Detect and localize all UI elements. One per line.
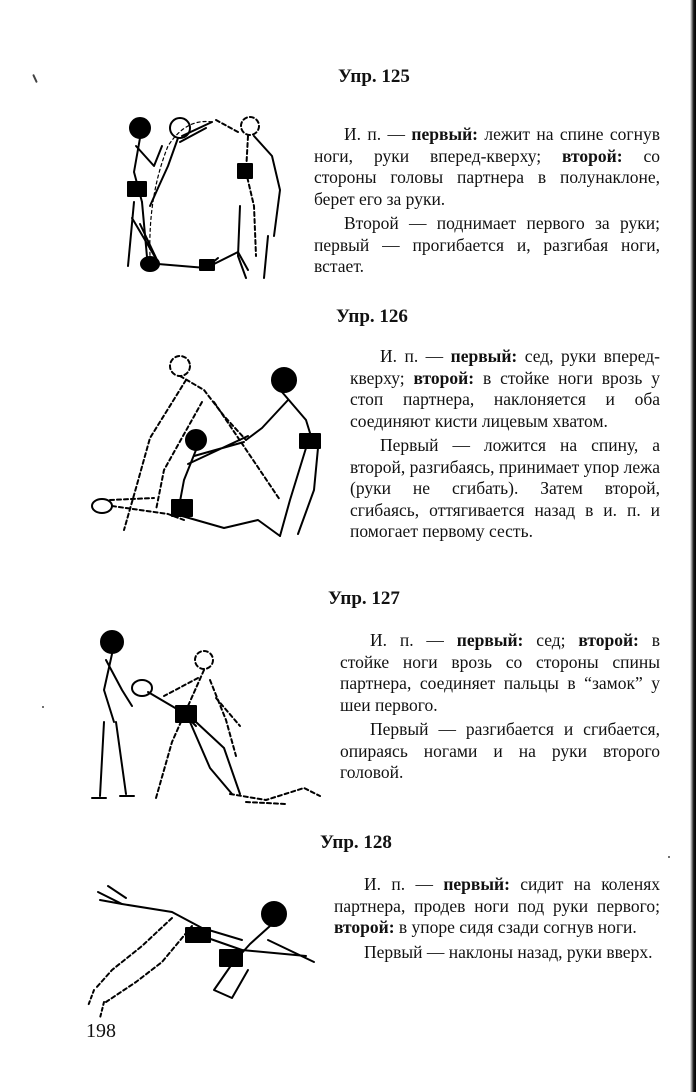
text-run: И. п. — [380,346,451,366]
role-label: первый: [450,346,518,366]
exercise-description [314,124,660,278]
role-label: второй: [413,367,475,388]
exercise-title: Упр. 125 [338,66,410,87]
exercise-description [340,630,660,784]
text-run: в стойке ноги врозь со стороны спины партнера, соединяет пальцы в “замок” у шеи первого. [340,630,660,715]
partner-seated-pull-illustration [84,350,340,550]
exercise-title: Упр. 128 [320,832,392,853]
text-run: со стороны головы партнера в полунаклоне, берет его за руки. [314,145,660,209]
text-run: Первый — ложится на спину, а второй, разгибаясь, принимает упор лежа (руки не сгибать). Затем второй, сгибаясь, оттягивается назад в и. п. и помогает первому сесть. [350,435,660,541]
role-label: второй: [562,145,623,166]
partner-lift-to-stand-illustration [88,106,298,286]
scan-speck [42,706,44,708]
text-run: И. п. — [344,124,412,144]
paragraph [314,213,660,278]
text-run: Первый — наклоны назад, руки вверх. [364,941,653,962]
page-number: 198 [86,1020,116,1042]
text-run: сидит на коленях партнера, продев ноги под руки первого; [334,874,660,916]
paragraph [340,719,660,784]
role-label: первый: [456,630,524,650]
scan-speck [668,856,670,858]
role-label: первый: [443,874,510,894]
exercise-description [334,874,660,963]
paragraph [334,874,660,939]
paragraph [334,942,660,964]
text-run: лежит на спине согнув ноги, руки вперед-кверху; [314,124,660,166]
text-run: И. п. — [364,874,444,894]
text-run: И. п. — [370,630,457,650]
text-run: сед, руки вперед-кверху; [350,346,660,388]
paragraph [340,630,660,716]
role-label: второй: [334,917,395,937]
text-run: сед; [523,630,579,650]
paragraph [350,435,660,543]
text-run: в упоре сидя сзади согнув ноги. [394,917,637,937]
scan-speck [32,74,38,83]
exercise-title: Упр. 126 [336,306,408,327]
paragraph [350,346,660,432]
paragraph [314,124,660,210]
partner-lean-back-illustration [82,870,322,1020]
role-label: первый: [411,124,479,144]
page-binding-edge [690,0,696,1092]
partner-back-arch-illustration [86,626,326,806]
text-run: Первый — разгибается и сгибается, опираясь ногами и на руки второго головой. [340,719,660,782]
text-run: Второй — поднимает первого за руки; первый — прогибается и, разгибая ноги, встает. [314,213,660,276]
role-label: второй: [578,630,639,650]
exercise-title: Упр. 127 [328,588,400,609]
exercise-description [350,346,660,543]
text-run: в стойке ноги врозь у стоп партнера, наклоняется и оба соединяют кисти лицевым хватом. [350,367,660,431]
